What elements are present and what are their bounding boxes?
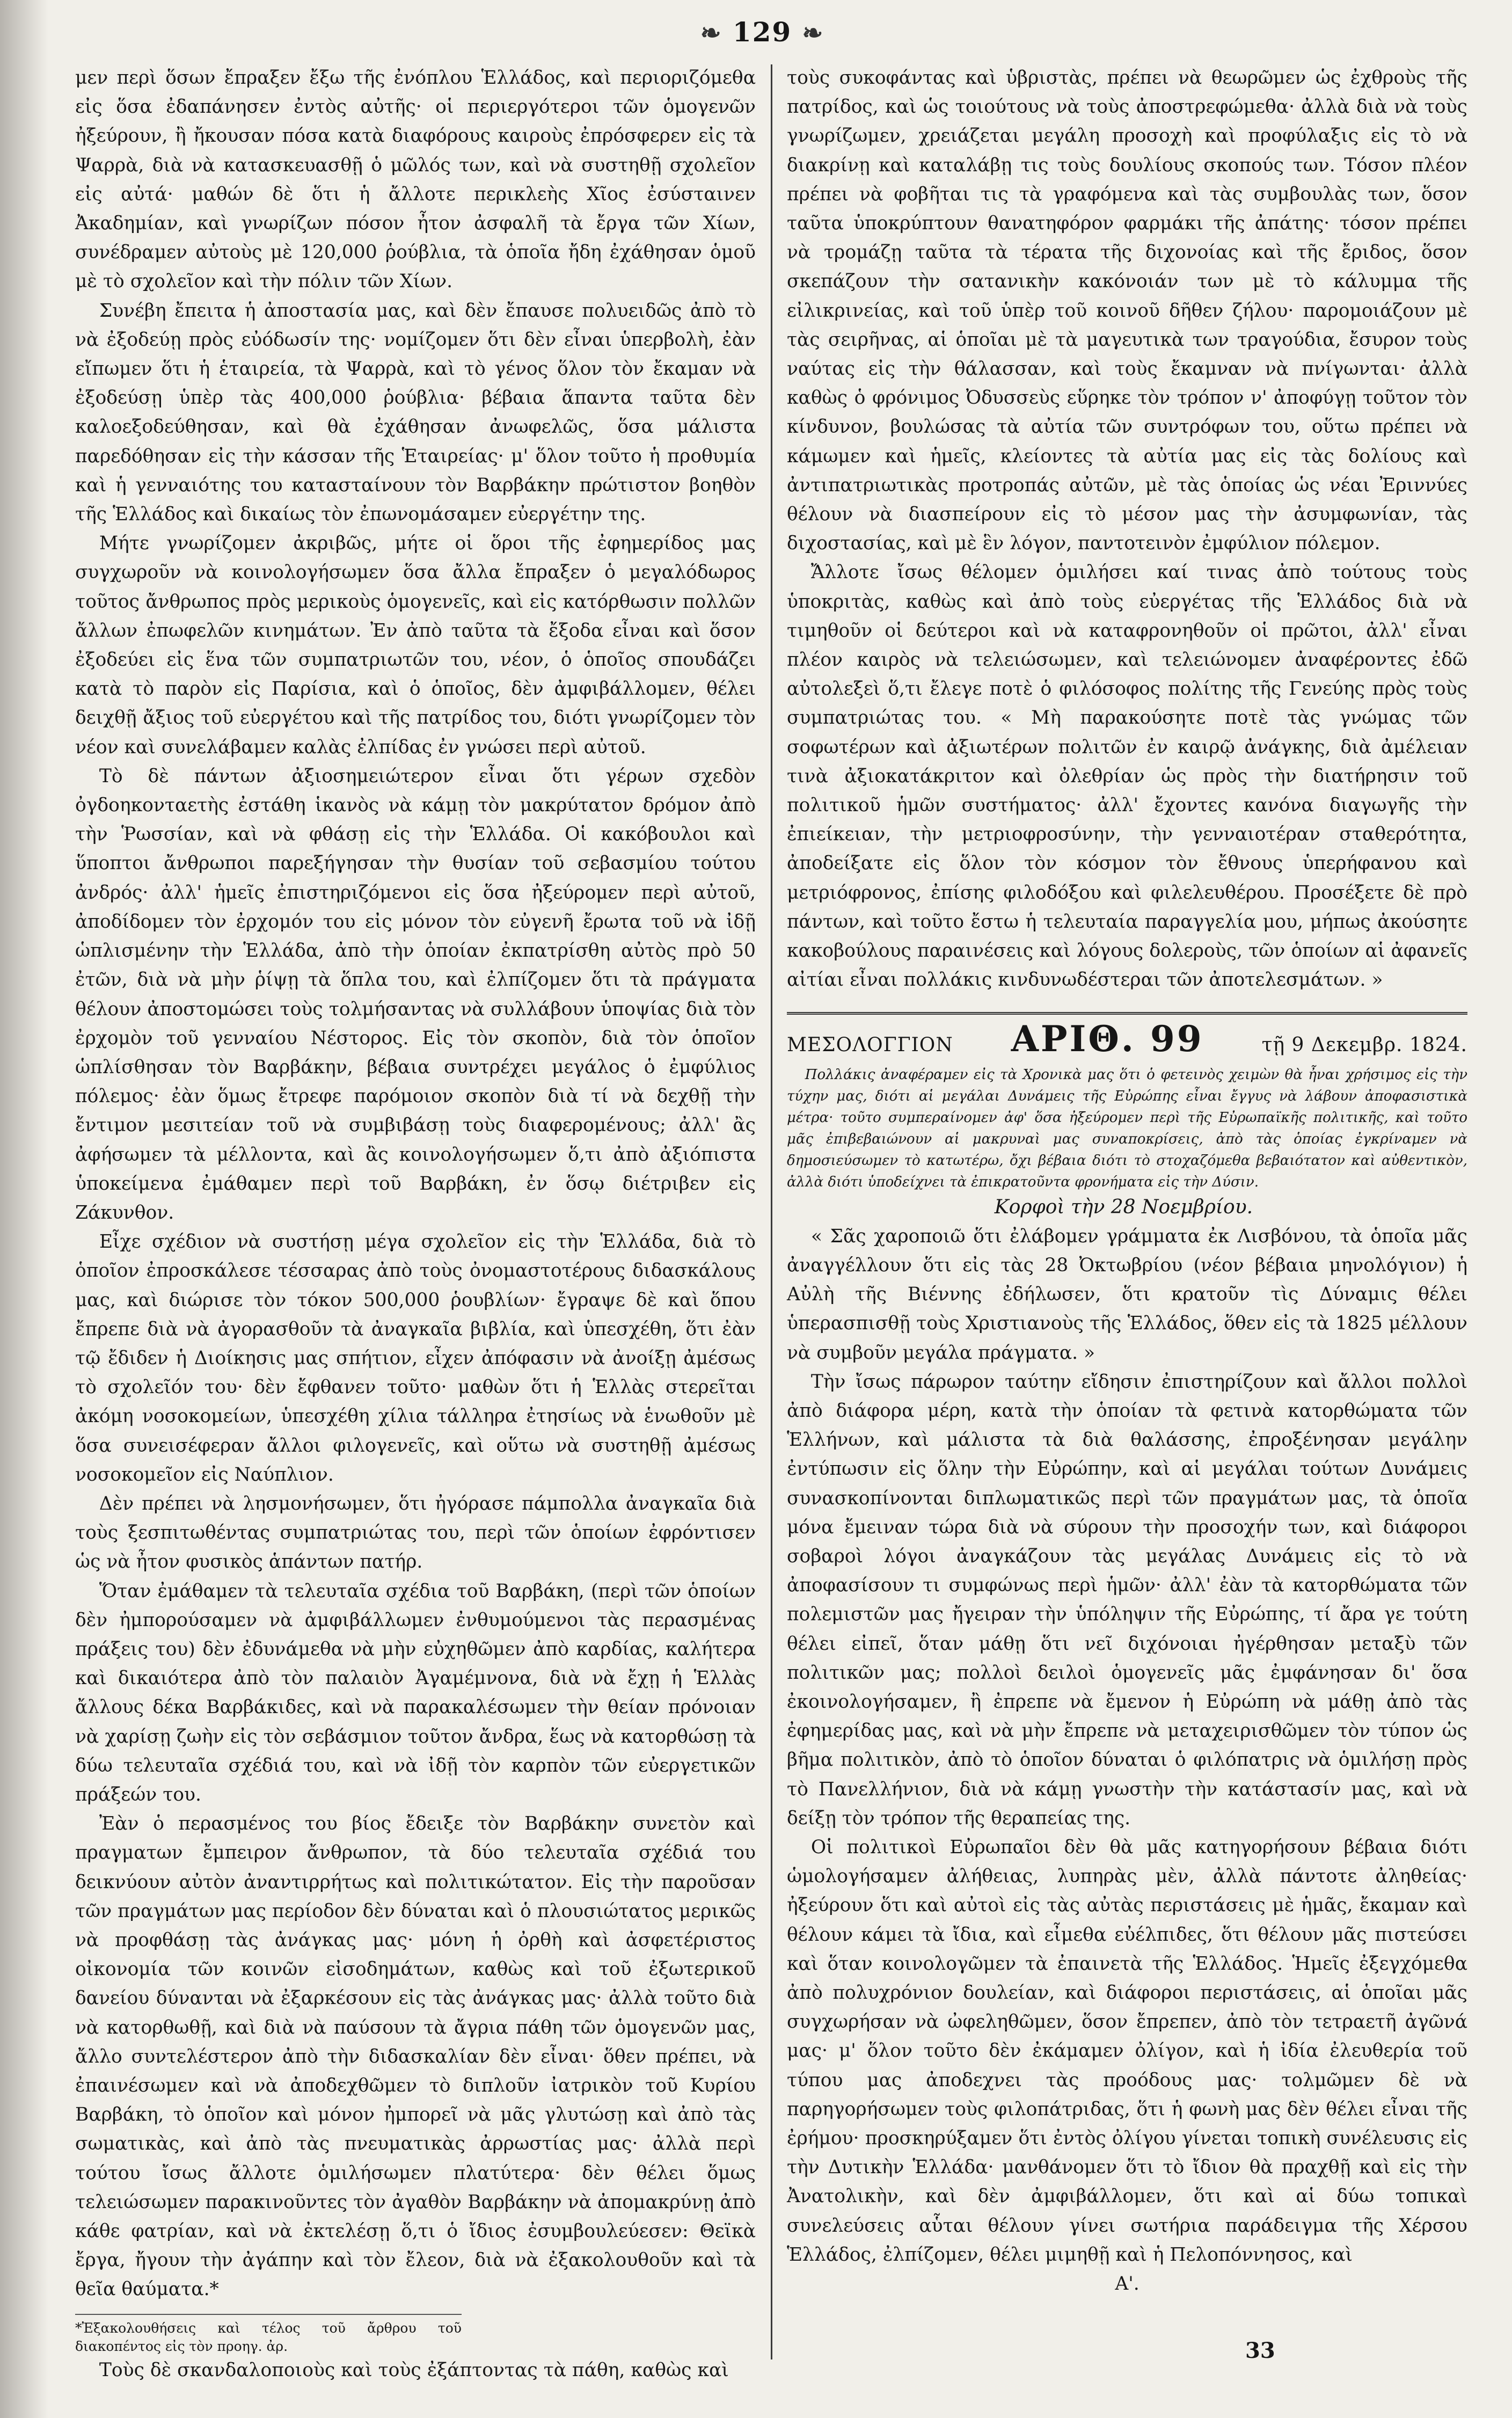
column-divider [771,64,772,2359]
right-column [787,63,1467,2298]
editorial-notice: Πολλάκις ἀναφέραμεν εἰς τὰ Χρονικὰ μας ὅτι ὁ φετεινὸς χειμὼν θὰ ἦναι χρήσιμος εἰς τὴν τύχην μας, διότι αἱ μεγάλαι Δυνάμεις τῆς Εὐρώπης εἶναι ἔγγυς νὰ λάβουν ἀποφασιστικὰ μέτρα· τοῦτο συμπεραίνομεν ἀφ' ὅσα ἠξεύρομεν περὶ τῆς Εὐρωπαϊκῆς πολιτικῆς, καὶ τοῦτο μᾶς ἐπιβεβαιώνουν αἱ μακρυναὶ μας συναποκρίσεις, ἀπὸ τὰς ὁποίας ἐγκρίναμεν νὰ δημοσιεύσωμεν τὸ κατωτέρω, ὄχι βέβαια διότι τὸ στοχαζόμεθα βεβαιότατον καὶ αὐθεντικὸν, ἀλλὰ διότι ὑποδείχνει τὰ ἐπικρατοῦντα φρονήματα εἰς τὴν Δύσιν. [787,1066,1467,1190]
masthead-issue: ΑΡΙΘ. 99 [1011,1017,1204,1060]
footnote: *Ἐξακολουθήσεις καὶ τέλος τοῦ ἄρθρου τοῦ διακοπέντος εἰς τὸν πρoηγ. ἀρ. [75,2314,462,2356]
paragraph: Τοὺς δὲ σκανδαλοποιοὺς καὶ τοὺς ἐξάπτοντας τὰ πάθη, καθὼς καὶ [99,2359,729,2381]
left-column [75,63,756,2385]
signature-mark: Α'. [1115,2273,1140,2295]
masthead-place: ΜΕΣΟΛΟΓΓΙΟΝ [787,1033,953,1056]
paragraph: Οἱ πολιτικοὶ Εὐρωπαῖοι δὲν θὰ μᾶς κατηγορήσουν βέβαια διότι ὡμολογήσαμεν ἀλήθειας, λυπηρὰς μὲν, ἀλλὰ πάντοτε ἀληθείας· ἠξεύρουν ὅτι καὶ αὐτοὶ εἰς τὰς αὐτὰς περιστάσεις μὲ ἡμᾶς, ἔκαμαν καὶ θέλουν κάμει τὰ ἴδια, καὶ εἶμεθα εὐέλπιδες, ὅτι θέλουν μᾶς πιστεύσει καὶ ὅταν κοινολογῶμεν τὰ ἐπαινετὰ τῆς Ἑλλάδος. Ἡμεῖς ἐξεγχόμεθα ἀπὸ πολυχρόνιον δουλείαν, καὶ διάφοροι περιστάσεις, αἱ ὁποῖαι μᾶς συγχωρήσαν νὰ ὠφεληθῶμεν, ὅσον ἔπρεπεν, ἀπὸ τὸν τετραετῆ ἀγῶνά μας· μ' ὅλον τοῦτο δὲν ἐκάμαμεν ὀλίγον, καὶ ἡ ἰδία ἐλευθερία τοῦ τύπου μας ἀποδεχνει τὰς προόδους μας· τολμῶμεν δὲ νὰ παρηγορήσωμεν τοὺς φιλοπάτριδας, ὅτι ἡ φωνὴ μας δὲν θέλει εἶναι τῆς ἐρήμου· προσκηρύξαμεν ὅτι ἐντὸς ὀλίγου γίνεται τοπικὴ συνέλευσις εἰς τὴν Δυτικὴν Ἑλλάδα· μανθάνομεν ὅτι τὸ ἴδιον θὰ πραχθῇ καὶ εἰς τὴν Ἀνατολικὴν, καὶ δὲν ἀμφιβάλλομεν, ὅτι καὶ αἱ δύω τοπικαὶ συνελεύσεις αὗται θέλουν γίνει σωτήρια παράδειγμα τῆς Χέρσου Ἑλλάδος, ἐλπίζομεν, θέλει μιμηθῇ καὶ ἡ Πελοπόννησος, καὶ [787,1836,1467,2266]
masthead [787,1017,1467,1064]
paragraph: Μήτε γνωρίζομεν ἀκριβῶς, μήτε οἱ ὅροι τῆς ἐφημερίδος μας συγχωροῦν νὰ κοινολογήσωμεν ὅσα ἄλλα ἔπραξεν ὁ μεγαλόδωρος τοῦτος ἄνθρωπος πρὸς μερικοὺς ὁμογενεῖς, καὶ εἰς κατόρθωσιν πολλῶν ἄλλων ἐπωφελῶν κινημάτων. Ἐν ἀπὸ ταῦτα τὰ ἔξοδα εἶναι καὶ ὅσον ἐξοδεύει εἰς ἕνα τῶν συμπατριωτῶν του, νέον, ὁ ὁποῖος σπουδάζει κατὰ τὸ παρὸν εἰς Παρίσια, καὶ ὁ ὁποῖος, δὲν ἀμφιβάλλομεν, θέλει δειχθῇ ἄξιος τοῦ εὐεργέτου καὶ τῆς πατρίδος του, διότι γνωρίζομεν τὸν νέον καὶ συνελάβαμεν καλὰς ἐλπίδας ἐν γνώσει περὶ αὐτοῦ. [75,533,756,758]
page-header [698,16,827,48]
paragraph: Δὲν πρέπει νὰ λησμονήσωμεν, ὅτι ἠγόρασε πάμπολλα ἀναγκαῖα διὰ τοὺς ξεσπιτωθέντας συμπατριώτας του, περὶ τῶν ὁποίων ἐφρόντισεν ὡς νὰ ἦτον φυσικὸς ἁπάντων πατήρ. [75,1492,756,1573]
paragraph: Ἄλλοτε ἴσως θέλομεν ὁμιλήσει καί τινας ἀπὸ τούτους τοὺς ὑποκριτὰς, καθὼς καὶ ἀπὸ τοὺς εὐεργέτας τῆς Ἑλλάδος διὰ νὰ τιμηθοῦν οἱ δεύτεροι καὶ νὰ καταφρονηθοῦν οἱ πρῶτοι, ἀλλ' εἶναι πλέον καιρὸς νὰ τελειώσωμεν, καὶ τελειώνομεν ἀναφέροντες ἐδῶ αὐτολεξεὶ ὅ,τι ἔλεγε ποτὲ ὁ φιλόσοφος πολίτης τῆς Γενεύης πρὸς τοὺς συμπατριώτας του. « Μὴ παρακούσητε ποτὲ τὰς γνώμας τῶν σοφωτέρων καὶ ἀξιωτέρων πολιτῶν ἐν καιρῷ ἀνάγκης, διὰ ἀμέλειαν τινὰ ἀξιοκατάκριτον καὶ ὀλεθρίαν ὡς πρὸς τὴν διατήρησιν τοῦ πολιτικοῦ ἡμῶν συστήματος· ἀλλ' ἔχοντες κανόνα διαγωγῆς τὴν ἐπιείκειαν, τὴν μετριοφροσύνην, τὴν γενναιοτέραν σταθερότητα, ἀποδείξατε εἰς ὅλον τὸν κόσμον τὸν ἔθνους ὑπερήφανου καὶ μετριόφρονος, ἐπίσης φιλοδόξου καὶ φιλελευθέρου. Προσέξετε δὲ πρὸ πάντων, καὶ τοῦτο ἔστω ἡ τελευταία παραγγελία μου, μήπως ἀκούσητε κακοβούλους παραινέσεις καὶ λόγους δολεροὺς, τῶν ὁποίων αἱ ἀφανεῖς αἰτίαι εἶναι πολλάκις κινδυνωδέστεραι τῶν ἀποτελεσμάτων. » [787,562,1467,991]
paragraph: τοὺς συκοφάντας καὶ ὑβριστὰς, πρέπει νὰ θεωρῶμεν ὡς ἐχθροὺς τῆς πατρίδος, καὶ ὡς τοιούτους νὰ τοὺς ἀποστρεφώμεθα· ἀλλὰ διὰ νὰ τοὺς γνωρίζωμεν, χρειάζεται μεγάλη προσοχὴ καὶ προφύλαξις εἰς τὸ νὰ διακρίνῃ καὶ καταλάβῃ τις τοὺς δουλίους σκοπούς των. Τόσον πλέον πρέπει νὰ φοβῆται τις τὰ γραφόμενα καὶ τὰς συμβουλὰς των, ὅσον ταῦτα ὑποκρύπτουν θανατηφόρον φαρμάκι τῆς ἀπάτης· τόσον πρέπει νὰ τρομάζῃ ταῦτα τὰ τέρατα τῆς διχονοίας καὶ τῆς ἔριδος, ὅσον σκεπάζουν τὴν σατανικὴν κακόνοιάν των μὲ τὸ κάλυμμα τῆς εἰλικρινείας, καὶ τοῦ ὑπὲρ τοῦ κοινοῦ δῆθεν ζήλου· παρομοιάζουν μὲ τὰς σειρῆνας, αἱ ὁποῖαι μὲ τὰ μαγευτικὰ των τραγούδια, ἔσυρον τοὺς ναύτας εἰς τὴν θάλασσαν, καὶ τοὺς ἔκαμναν νὰ πνίγωνται· ἀλλὰ καθὼς ὁ φρόνιμος Ὀδυσσεὺς εὕρηκε τὸν τρόπον ν' ἀποφύγῃ τοῦτον τὸν κίνδυνον, βουλώσας τὰ αὐτία τῶν συντρόφων του, οὕτω πρέπει νὰ κάμωμεν καὶ ἡμεῖς, κλείοντες τὰ αὐτία μας εἰς τὰς δολίους καὶ ἀντιπατριωτικὰς προτροπάς αὐτῶν, μὲ τὰς ὁποίας ὡς νέαι Ἐριννύες θέλουν νὰ διασπείρουν εἰς τὸ μέσον μας τὴν ἀσυμφωνίαν, τὰς διχοστασίας, καὶ μὲ ἓν λόγον, παντοτεινὸν ἐμφύλιον πόλεμον. [787,67,1467,555]
scan-edge-shadow [0,0,48,2418]
paragraph: Ἐὰν ὁ περασμένος του βίος ἔδειξε τὸν Βαρβάκην συνετὸν καὶ πραγματων ἔμπειρον ἄνθρωπον, τὰ δύο τελευταῖα σχέδιά του δεικνύουν αὐτὸν ἀναντιρρήτως καὶ πολιτικώτατον. Εἰς τὴν παροῦσαν τῶν πραγμάτων μας περίοδον δὲν δύναται καὶ ὁ πλουσιώτατος μερικῶς νὰ προφθάσῃ τὰς ἀνάγκας μας· μόνη ἡ ὀρθὴ καὶ ἀσφετέριστος οἰκονομία τῶν κοινῶν εἰσοδημάτων, καθὼς καὶ τοῦ ἐξωτερικοῦ δανείου δύνανται νὰ ἐξαρκέσουν εἰς τὰς ἀνάγκας μας· ἀλλὰ τοῦτο διὰ νὰ κατορθωθῇ, καὶ διὰ νὰ παύσουν τὰ ἄγρια πάθη τῶν ὁμογενῶν μας, ἄλλο συντελέστερον ἀπὸ τὴν διδασκαλίαν δὲν εἶναι· ὅθεν πρέπει, νὰ ἐπαινέσωμεν καὶ νὰ ἀποδεχθῶμεν τὸ διπλοῦν ἰατρικὸν τοῦ Κυρίου Βαρβάκη, τὸ ὁποῖον καὶ μόνον ἠμπορεῖ νὰ μᾶς γλυτώσῃ καὶ ἀπὸ τὰς σωματικὰς, καὶ ἀπὸ τὰς πνευματικὰς ἀρρωστίας μας· ἀλλὰ περὶ τούτου ἴσως ἄλλοτε ὁμιλήσωμεν πλατύτερα· δὲν θέλει ὅμως τελειώσωμεν παρακινοῦντες τὸν ἀγαθὸν Βαρβάκην νὰ ἀπομακρύνῃ ἀπὸ κάθε φατρίαν, καὶ νὰ ἐκτελέσῃ ὅ,τι ὁ ἴδιος ἐσυμβουλεύεσεν: Θεϊκὰ ἔργα, ἤγουν τὴν ἀγάπην καὶ τὸν ἔλεον, διὰ νὰ ἐξακολουθοῦν καὶ τὰ θεῖα θαύματα.* [75,1813,756,2300]
paragraph: Τὴν ἴσως πάρωρον ταύτην εἴδησιν ἐπιστηρίζουν καὶ ἄλλοι πολλοὶ ἀπὸ διάφορα μέρη, κατὰ τὴν ὁποίαν τὰ φετινὰ κατορθώματα τῶν Ἑλλήνων, καὶ μάλιστα τὰ διὰ θαλάσσης, ἐπροξένησαν μεγάλην ἐντύπωσιν εἰς ὅλην τὴν Εὐρώπην, καὶ αἱ μεγάλαι τούτων Δυνάμεις συνασκοπίνονται διπλωματικῶς περὶ τῶν πραγμάτων μας, τὰ ὁποῖα μόνα ἔμειναν τώρα διὰ νὰ σύρουν τὴν προσοχήν των, καὶ διάφοροι σοβαροὶ λόγοι ἀναγκάζουν τὰς μεγάλας Δυνάμεις εἰς τὸ νὰ ἀποφασίσουν τι συμφώνως περὶ ἡμῶν· ἀλλ' ἐὰν τὰ κατορθώματα τῶν πολεμιστῶν μας ἤγειραν τὴν ὑπόληψιν τῆς Εὐρώπης, τί ἄρα γε τούτη θέλει εἰπεῖ, ὅταν μάθῃ ὅτι νεῖ διχόνοιαι ἠγέρθησαν μεταξὺ τῶν πολιτικῶν μας; πολλοὶ δειλοὶ ὁμογενεῖς μᾶς ἐμφάνησαν δι' ὅσα ἐκοινολογήσαμεν, ἢ ἐπρεπε νὰ ἔμενον ἡ Εὐρώπη νὰ μάθῃ ἀπὸ τὰς ἐφημερίδας μας, καὶ νὰ μὴν ἔπρεπε νὰ μεταχειρισθῶμεν τὸν τύπον ὡς βῆμα πολιτικὸν, ἀπὸ τὸ ὁποῖον δύναται ὁ φιλόπατρις νὰ ὁμιλήσῃ πρὸς τὸ Πανελλήνιον, διὰ νὰ κάμῃ γνωστὴν τὴν κατάστασίν μας, καὶ νὰ δείξῃ τὸν τρόπον τῆς θεραπείας της. [787,1371,1467,1829]
paragraph: μεν περὶ ὅσων ἔπραξεν ἔξω τῆς ἐνόπλου Ἑλλάδος, καὶ περιοριζόμεθα εἰς ὅσα ἐδαπάνησεν ἐντὸς αὐτῆς· οἱ περιεργότεροι τῶν ὁμογενῶν ἠξεύρουν, ἢ ἤκουσαν πόσα κατὰ διαφόρους καιροὺς ἐπρόσφερεν εἰς τὰ Ψαρρὰ, διὰ νὰ κατασκευασθῇ ὁ μῶλός των, καὶ νὰ συστηθῇ σχολεῖον εἰς αὐτά· μαθών δὲ ὅτι ἡ ἄλλοτε περικλεὴς Χῖος ἐσύσταινεν Ἀκαδημίαν, καὶ γνωρίζων πόσον ἦτον ἀσφαλῆ τὰ ἔργα τῶν Χίων, συνέδραμεν αὐτοὺς μὲ 120,000 ῥούβλια, τὰ ὁποῖα ἤδη ἐχάθησαν ὁμοῦ μὲ τὸ σχολεῖον καὶ τὴν πόλιν τῶν Χίων. [75,67,756,293]
left-ornament-icon: ❧ [700,18,722,47]
page-number: 129 [732,16,792,48]
paragraph: Εἶχε σχέδιον νὰ συστήσῃ μέγα σχολεῖον εἰς τὴν Ἑλλάδα, διὰ τὸ ὁποῖον ἐπροσκάλεσε τέσσαρας ἀπὸ τοὺς ὀνομαστοτέρους διδασκάλους μας, καὶ διώρισε τὸν τόκον 500,000 ῥουβλίων· ἔγραψε δὲ καὶ ὅπου ἔπρεπε διὰ νὰ ἀγορασθοῦν τὰ ἀναγκαῖα βιβλία, καὶ ὑπεσχέθη, ὅτι ἐὰν τῷ ἔδιδεν ἡ Διοίκησις μας σπήτιον, εἶχεν ἀπόφασιν νὰ ἀνοίξῃ ἀμέσως τὸ σχολεῖόν του· δὲν ἔφθανεν τοῦτο· μαθὼν ὅτι ἡ Ἑλλὰς στερεῖται ἀκόμη νοσοκομείων, ὑπεσχέθη χίλια τάλληρα ἐτησίως νὰ ἑνωθοῦν μὲ ὅσα συνεισέφεραν ἄλλοι φιλογενεῖς, καὶ οὕτω νὰ συστηθῇ ἀμέσως νοσοκομεῖον εἰς Ναύπλιον. [75,1231,756,1485]
masthead-date: τῇ 9 Δεκεμβρ. 1824. [1261,1033,1467,1056]
paragraph: Συνέβη ἔπειτα ἡ ἀποστασία μας, καὶ δὲν ἔπαυσε πολυειδῶς ἀπὸ τὸ νὰ ἐξοδεύῃ πρὸς εὐόδωσίν της· νομίζομεν ὅτι δὲν εἶναι ὑπερβολὴ, ἐὰν εἴπωμεν ὅτι ἡ ἑταιρεία, τὰ Ψαρρὰ, καὶ τὸ γένος ὅλον τὸν ἔκαμαν νὰ ἐξοδεύσῃ ὑπὲρ τὰς 400,000 ῥούβλια· βέβαια ἅπαντα ταῦτα δὲν καλοεξοδεύθησαν, καὶ θὰ ἐχάθησαν ἀνωφελῶς, ὅσα μάλιστα παρεδόθησαν εἰς τὴν κάσσαν τῆς Ἑταιρείας· μ' ὅλον τοῦτο ἡ προθυμία καὶ ἡ γενναιότης του κατασταίνουν τὸν Βαρβάκην πρώτιστον βοηθὸν τῆς Ἑλλάδος καὶ δικαίως τὸν ἐπωνομάσαμεν εὐεργέτην της. [75,300,756,526]
right-ornament-icon: ❧ [802,18,824,47]
paragraph: Τὸ δὲ πάντων ἀξιοσημειώτερον εἶναι ὅτι γέρων σχεδὸν ὀγδοηκονταετὴς ἐστάθη ἱκανὸς νὰ κάμῃ τὸν μακρύτατον δρόμον ἀπὸ τὴν Ῥωσσίαν, καὶ νὰ φθάσῃ εἰς τὴν Ἑλλάδα. Οἱ κακόβουλοι καὶ ὕποπτοι ἄνθρωποι παρεξήγησαν τὴν θυσίαν τοῦ σεβασμίου τούτου ἀνδρός· ἀλλ' ἡμεῖς ἐπιστηριζόμενοι εἰς ὅσα ἠξεύρομεν περὶ αὐτοῦ, ἀποδίδομεν τὸν ἐρχομόν του εἰς μόνον τὸν εὐγενῆ ἔρωτα τοῦ νὰ ἰδῇ ὡπλισμένην τὴν Ἑλλάδα, ἀπὸ τὴν ὁποίαν ἐκπατρίσθη αὐτὸς πρὸ 50 ἐτῶν, διὰ νὰ μὴν ῥίψῃ τὰ ὅπλα του, καὶ ἐλπίζομεν ὅτι τὰ πράγματα θέλουν ἀποστομώσει τοὺς τολμήσαντας νὰ συλλάβουν ὑποψίας διὰ τὸν ἐρχομὸν τοῦ γενναίου Νέστορος. Εἰς τὸν σκοπὸν, διὰ τὸν ὁποῖον ὡπλίσθησαν τὸν Βαρβάκην, βέβαια συντρέχει μεγάλος ὁ ἐμφύλιος πόλεμος· ἐὰν ὅμως ἔτρεφε παρόμοιον σκοπὸν διὰ τί νὰ δεχθῇ τὴν ἔντιμον μεσιτείαν τοῦ νὰ συμβιβάσῃ τοὺς διαφερομένους; ἀλλ' ἂς ἀφήσωμεν τὰ μέλλοντα, καὶ ἂς κοινολογήσωμεν ὅ,τι ἀπὸ ἀξιόπιστα ὑποκείμενα ἐμάθαμεν περὶ τοῦ Βαρβάκη, ἐν ὅσῳ διέτριβεν εἰς Ζάκυνθον. [75,765,756,1223]
masthead-rule [787,1012,1467,1015]
paragraph: « Σᾶς χαροποιῶ ὅτι ἐλάβομεν γράμματα ἐκ Λισβόνου, τὰ ὁποῖα μᾶς ἀναγγέλλουν ὅτι εἰς τὰς 28 Ὀκτωβρίου (νέον βέβαια μηνολόγιον) ἡ Αὐλὴ τῆς Βιέννης ἐδήλωσεν, ὅτι κρατοῦν τὶς Δύναμις θέλει ὑπερασπισθῇ τοὺς Χριστιανοὺς τῆς Ἑλλάδος, ὅθεν εἰς τὰ 1825 μέλλουν νὰ συμβοῦν μεγάλα πράγματα. » [787,1225,1467,1364]
paragraph: Ὅταν ἐμάθαμεν τὰ τελευταῖα σχέδια τοῦ Βαρβάκη, (περὶ τῶν ὁποίων δὲν ἠμπορούσαμεν νὰ ἀμφιβάλλωμεν ἐνθυμούμενοι τὰς περασμένας πράξεις του) δὲν ἐδυνάμεθα νὰ μὴν εὐχηθῶμεν ἀπὸ καρδίας, καλήτερα καὶ δικαιότερα ἀπὸ τὸν παλαιὸν Ἀγαμέμνονα, διὰ νὰ ἔχῃ ἡ Ἑλλὰς ἄλλους δέκα Βαρβάκιδες, καὶ νὰ παρακαλέσωμεν τὴν θείαν πρόνοιαν νὰ χαρίσῃ ζωὴν εἰς τὸν σεβάσμιον τοῦτον ἄνδρα, ἕως νὰ κατορθώσῃ τὰ δύω τελευταῖα σχέδιά του, καὶ νὰ ἰδῇ τὸν καρπὸν τῶν εὐεργετικῶν πράξεών του. [75,1580,756,1805]
dateline: Κορφοὶ τὴν 28 Νοεμβρίου. [994,1196,1253,1218]
sheet-number: 33 [1245,2338,1275,2363]
